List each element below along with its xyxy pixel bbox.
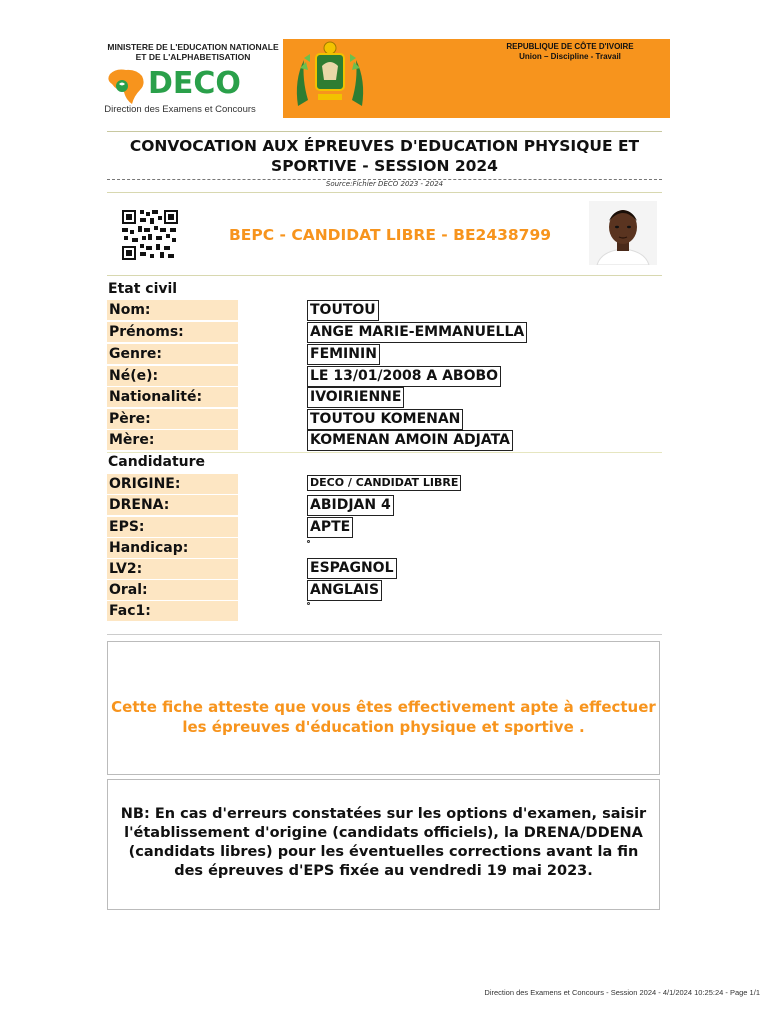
separator xyxy=(107,634,662,635)
ministry-name xyxy=(100,42,286,62)
ministry-line-2: ET DE L'ALPHABETISATION xyxy=(135,52,251,62)
label-oral: Oral: xyxy=(107,580,238,600)
coat-of-arms-icon xyxy=(290,40,370,110)
title-line-2: SPORTIVE - SESSION 2024 xyxy=(271,157,498,175)
value-genre: FEMININ xyxy=(307,344,380,365)
republic-motto: Union – Discipline - Travail xyxy=(519,52,621,61)
label-nom: Nom: xyxy=(107,300,238,320)
deco-subtitle: Direction des Examens et Concours xyxy=(104,104,256,115)
empty-value-marker xyxy=(307,540,310,543)
label-pere: Père: xyxy=(107,409,238,429)
candidate-heading: BEPC - CANDIDAT LIBRE - BE2438799 xyxy=(228,226,552,244)
label-prenoms: Prénoms: xyxy=(107,322,238,342)
africa-map-icon xyxy=(102,66,152,106)
deco-wordmark: DECO xyxy=(148,66,241,101)
value-oral: ANGLAIS xyxy=(307,580,382,601)
ministry-line-1: MINISTERE DE L'EDUCATION NATIONALE xyxy=(107,42,279,52)
section-candidature: Candidature xyxy=(108,454,206,470)
value-prenoms: ANGE MARIE-EMMANUELLA xyxy=(307,322,527,343)
qr-code-icon xyxy=(122,210,178,260)
value-nationalite: IVOIRIENNE xyxy=(307,387,404,408)
title-line-1: CONVOCATION AUX ÉPREUVES D'EDUCATION PHYSIQUE ET xyxy=(129,137,640,155)
candidate-photo xyxy=(589,201,657,265)
header-rule xyxy=(107,131,662,132)
source-note: Source:Fichier DECO 2023 - 2024 xyxy=(325,180,444,188)
label-fac1: Fac1: xyxy=(107,601,238,621)
nb-box xyxy=(107,779,660,910)
republic-block xyxy=(470,42,670,62)
attestation-box xyxy=(107,641,660,775)
value-naissance: LE 13/01/2008 A ABOBO xyxy=(307,366,501,387)
page-footer: Direction des Examens et Concours - Session 2024 - 4/1/2024 10:25:24 - Page 1/1 xyxy=(484,988,760,997)
label-lv2: LV2: xyxy=(107,559,238,579)
separator xyxy=(107,275,662,276)
document-title xyxy=(107,136,662,176)
value-nom: TOUTOU xyxy=(307,300,379,321)
deco-logo xyxy=(100,64,270,120)
label-drena: DRENA: xyxy=(107,495,238,515)
nb-text: NB: En cas d'erreurs constatées sur les options d'examen, saisir l'établissement d'origine (candidats officiels), la DRENA/DDENA (candidats libres) pour les éventuelles corrections avant la fin des épreuves d'EPS fixée au vendredi 19 mai 2023. xyxy=(120,806,647,879)
separator xyxy=(107,452,662,453)
label-nationalite: Nationalité: xyxy=(107,387,238,407)
label-origine: ORIGINE: xyxy=(107,474,238,494)
label-handicap: Handicap: xyxy=(107,538,238,558)
label-mere: Mère: xyxy=(107,430,238,450)
value-origine: DECO / CANDIDAT LIBRE xyxy=(307,475,461,491)
republic-name: REPUBLIQUE DE CÔTE D'IVOIRE xyxy=(506,42,634,51)
separator xyxy=(107,192,662,193)
value-pere: TOUTOU KOMENAN xyxy=(307,409,463,430)
value-mere: KOMENAN AMOIN ADJATA xyxy=(307,430,513,451)
value-eps: APTE xyxy=(307,517,353,538)
section-etat-civil: Etat civil xyxy=(108,281,178,297)
attestation-text: Cette fiche atteste que vous êtes effectivement apte à effectuer les épreuves d'éducation physique et sportive . xyxy=(111,698,656,736)
value-drena: ABIDJAN 4 xyxy=(307,495,394,516)
value-lv2: ESPAGNOL xyxy=(307,558,397,579)
label-naissance: Né(e): xyxy=(107,366,238,386)
label-genre: Genre: xyxy=(107,344,238,364)
label-eps: EPS: xyxy=(107,517,238,537)
empty-value-marker xyxy=(307,602,310,605)
